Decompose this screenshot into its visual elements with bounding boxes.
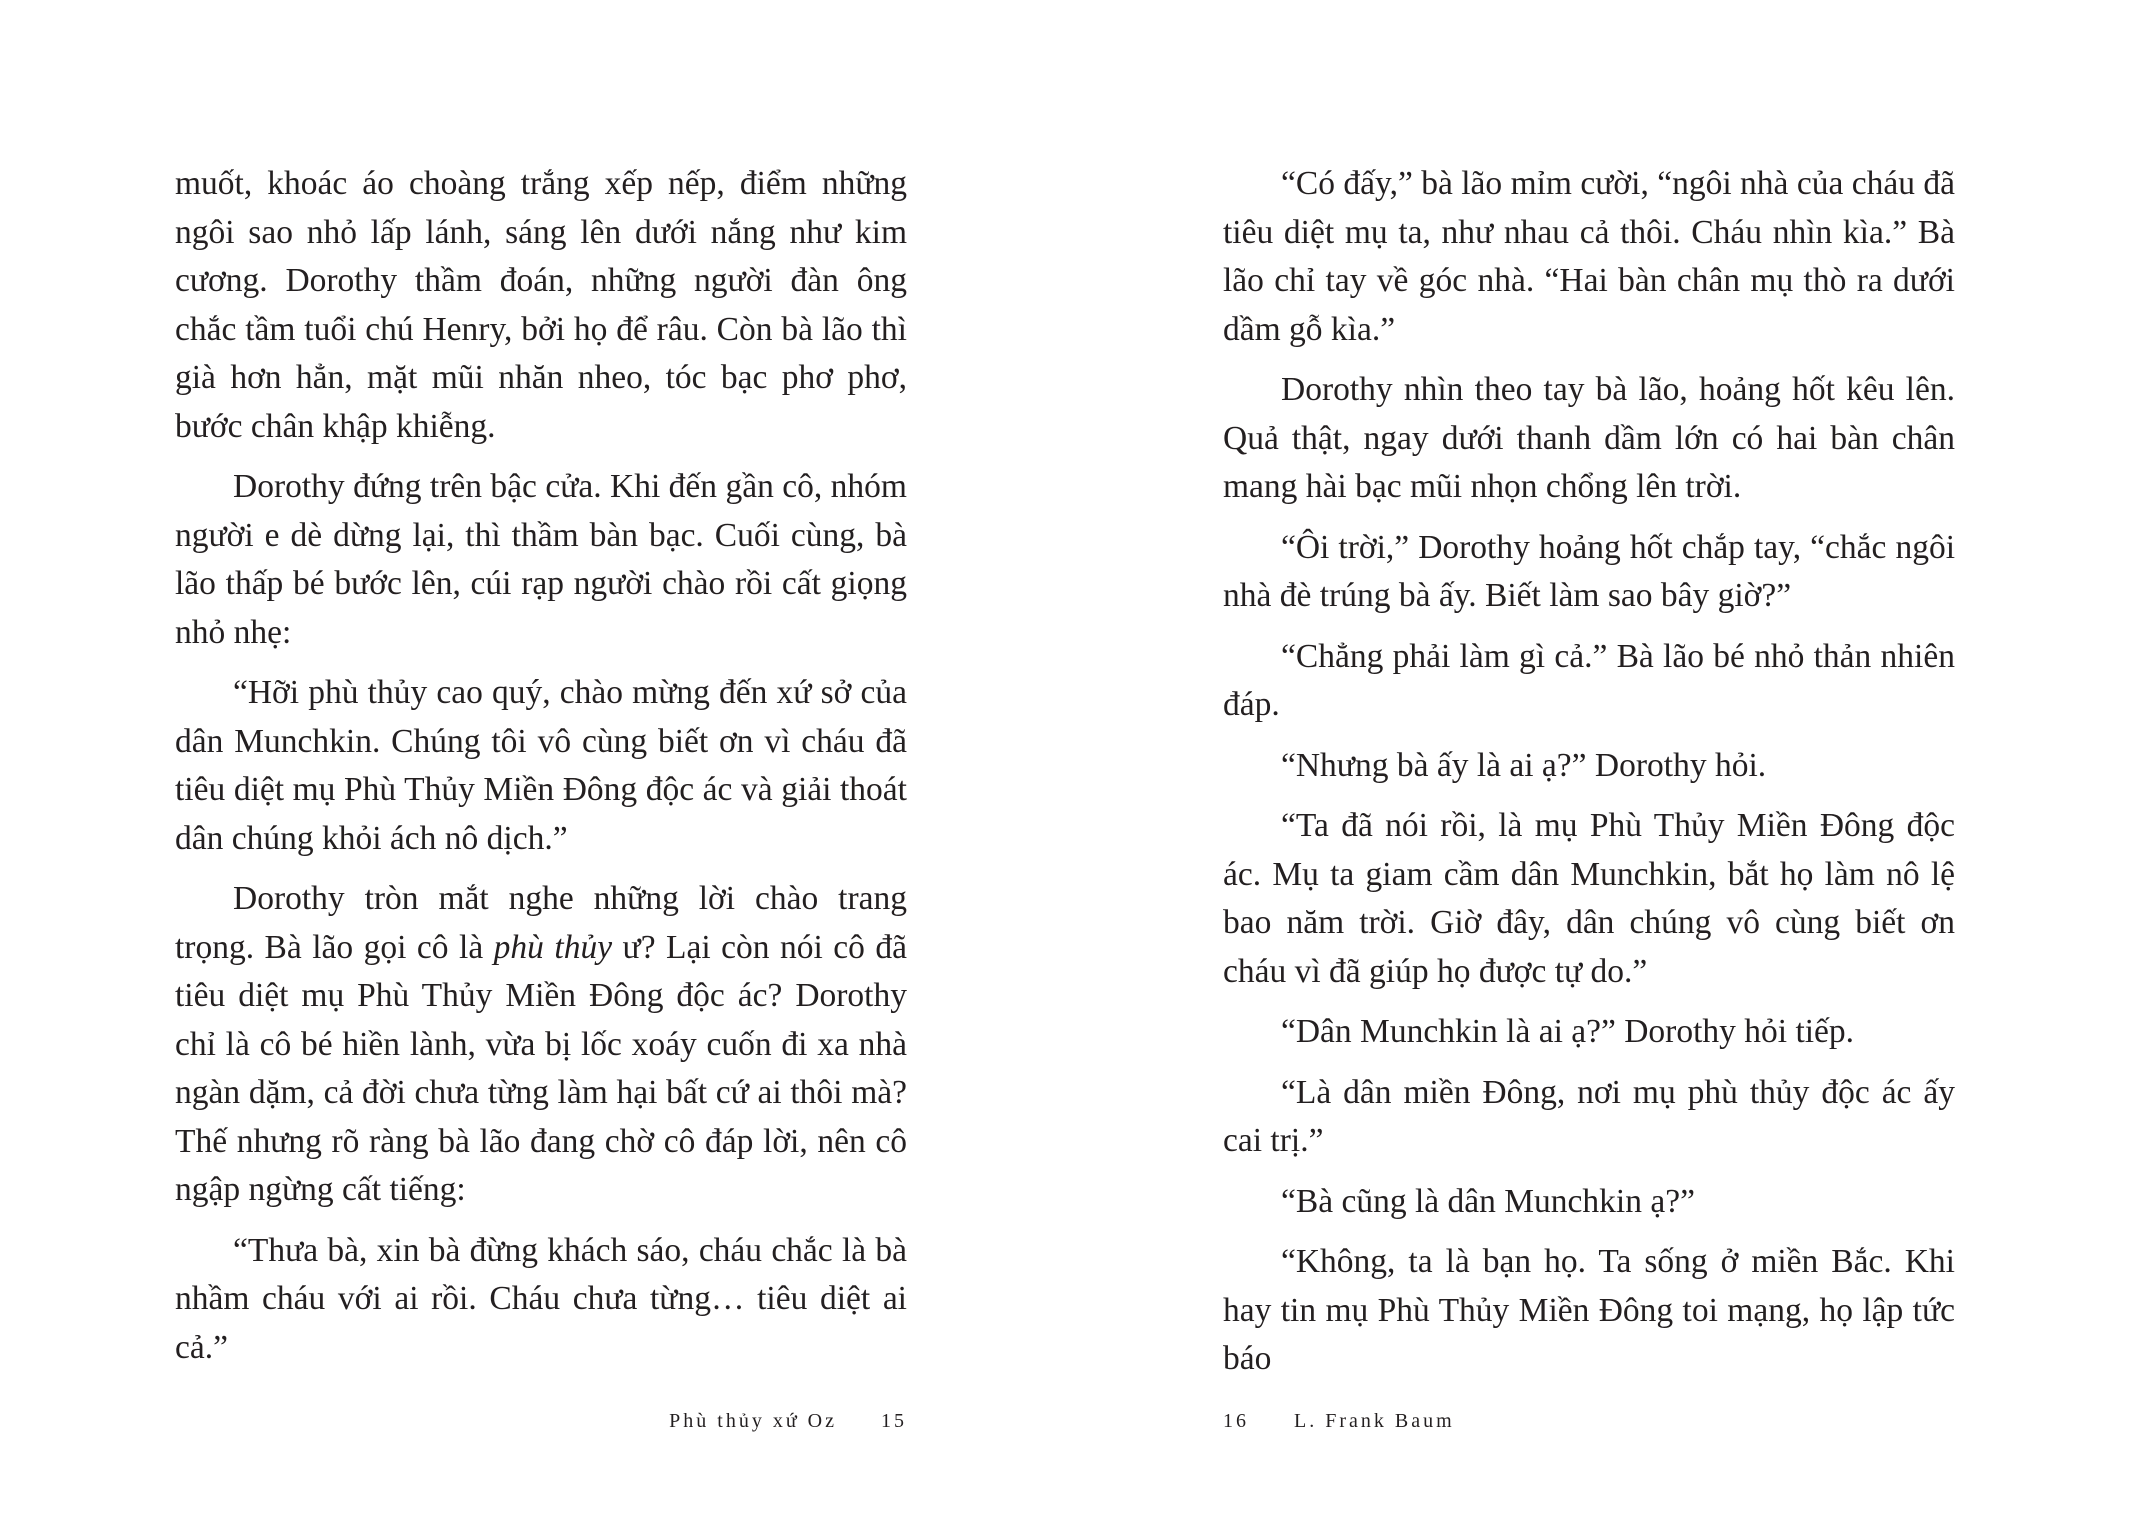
paragraph: “Có đấy,” bà lão mỉm cười, “ngôi nhà của cháu đã tiêu diệt mụ ta, như nhau cả thôi. Cháu nhìn kìa.” Bà lão chỉ tay về góc nhà. “Hai bàn chân mụ thò ra dưới dầm gỗ kìa.”: [1223, 165, 1955, 348]
paragraph-text: Dorothy tròn mắt nghe những lời chào trang trọng. Bà lão gọi cô là: [175, 880, 907, 966]
page-number: 15: [881, 1410, 907, 1432]
paragraph: “Ôi trời,” Dorothy hoảng hốt chắp tay, “chắc ngôi nhà đè trúng bà ấy. Biết làm sao bây giờ?”: [1223, 528, 1955, 614]
paragraph: muốt, khoác áo choàng trắng xếp nếp, điểm những ngôi sao nhỏ lấp lánh, sáng lên dưới nắng như kim cương. Dorothy thầm đoán, những người đàn ông chắc tầm tuổi chú Henry, bởi họ để râu. Còn bà lão thì già hơn hẳn, mặt mũi nhăn nheo, tóc bạc phơ phơ, bước chân khập khiễng.: [175, 165, 907, 445]
paragraph: “Dân Munchkin là ai ạ?” Dorothy hỏi tiếp.: [1281, 1013, 1855, 1050]
right-page-text: [1223, 160, 1955, 1396]
running-footer-title: Phù thủy xứ Oz: [669, 1410, 837, 1432]
paragraph: Dorothy đứng trên bậc cửa. Khi đến gần cô, nhóm người e dè dừng lại, thì thầm bàn bạc. Cuối cùng, bà lão thấp bé bước lên, cúi rạp người chào rồi cất giọng nhỏ nhẹ:: [175, 468, 907, 651]
paragraph: “Nhưng bà ấy là ai ạ?” Dorothy hỏi.: [1281, 746, 1767, 784]
italic-text: phù thủy: [493, 928, 613, 966]
paragraph: “Thưa bà, xin bà đừng khách sáo, cháu chắc là bà nhầm cháu với ai rồi. Cháu chưa từng… tiêu diệt ai cả.”: [175, 1231, 907, 1366]
paragraph: “Không, ta là bạn họ. Ta sống ở miền Bắc. Khi hay tin mụ Phù Thủy Miền Đông toi mạng, họ lập tức báo: [1223, 1243, 1955, 1377]
paragraph: “Bà cũng là dân Munchkin ạ?”: [1281, 1182, 1695, 1220]
left-page: [0, 0, 1069, 1528]
paragraph: Dorothy nhìn theo tay bà lão, hoảng hốt kêu lên. Quả thật, ngay dưới thanh dầm lớn có hai bàn chân mang hài bạc mũi nhọn chổng lên trời.: [1223, 371, 1955, 505]
paragraph-text: ư? Lại còn nói cô đã tiêu diệt mụ Phù Thủy Miền Đông độc ác? Dorothy chỉ là cô bé hiền lành, vừa bị lốc xoáy cuốn đi xa nhà ngàn dặm, cả đời chưa từng làm hại bất cứ ai thôi mà? Thế nhưng rõ ràng bà lão đang chờ cô đáp lời, nên cô ngập ngừng cất tiếng:: [175, 928, 907, 1208]
page-number: 16: [1223, 1410, 1249, 1432]
paragraph: “Hỡi phù thủy cao quý, chào mừng đến xứ sở của dân Munchkin. Chúng tôi vô cùng biết ơn vì cháu đã tiêu diệt mụ Phù Thủy Miền Đông độc ác và giải thoát dân chúng khỏi ách nô dịch.”: [175, 674, 907, 857]
right-page: [1069, 0, 2139, 1528]
paragraph: “Ta đã nói rồi, là mụ Phù Thủy Miền Đông độc ác. Mụ ta giam cầm dân Munchkin, bắt họ làm nô lệ bao năm trời. Giờ đây, dân chúng vô cùng biết ơn cháu vì đã giúp họ được tự do.”: [1223, 807, 1955, 990]
paragraph: “Là dân miền Đông, nơi mụ phù thủy độc ác ấy cai trị.”: [1223, 1073, 1955, 1159]
left-page-text: [175, 160, 907, 1384]
running-footer-author: L. Frank Baum: [1294, 1410, 1455, 1432]
paragraph: “Chẳng phải làm gì cả.” Bà lão bé nhỏ thản nhiên đáp.: [1223, 637, 1955, 723]
paragraph: [175, 875, 907, 1215]
